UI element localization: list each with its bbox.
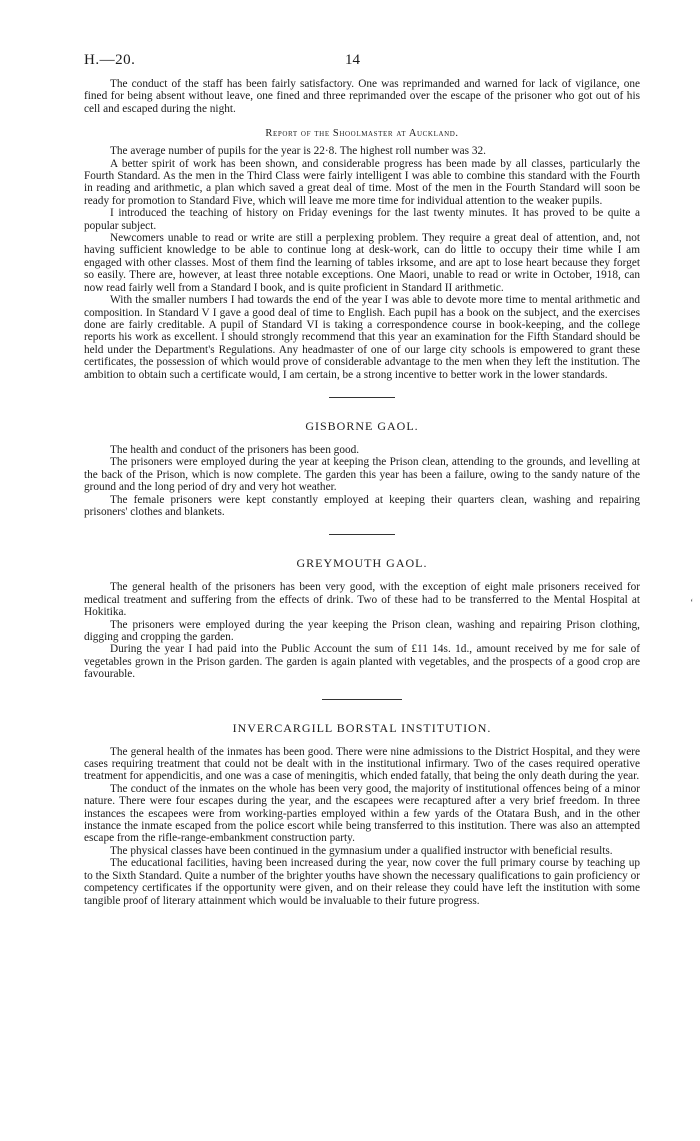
paragraph: The female prisoners were kept constantly employed at keeping their quarters clean, washing and repairing prisoners' clothes and blankets. — [84, 493, 640, 518]
paragraph: With the smaller numbers I had towards the end of the year I was able to devote more time to mental arithmetic and composition. In Standard V I gave a good deal of time to English. Each pupil has a book on the subject, and the exercises done are fairly creditable. A pupil of Standard VI is taking a correspondence course in book-keeping, and the college reports his work as excellent. I should strongly recommend that this year an examination for the Fifth Standard should be held under the Department's Regulations. Any headmaster of one of our large city schools is empowered to grant these certificates, the possession of which would prove of considerable advantage to the men when they left the institution. The ambition to obtain such a certificate would, I am certain, be a strong incentive to better work in the lower standards. — [84, 294, 640, 381]
section-heading: INVERCARGILL BORSTAL INSTITUTION. — [232, 720, 492, 735]
staff-conduct-section — [84, 78, 640, 115]
paragraph: During the year I had paid into the Public Account the sum of £11 14s. 1d., amount received by me for sale of vegetables grown in the Prison garden. The garden is again planted with vegetables, and the prospects of a good crop are favourable. — [84, 643, 640, 681]
paragraph: The conduct of the staff has been fairly satisfactory. One was reprimanded and warned for lack of vigilance, one fined for being absent without leave, one fined and three reprimanded over the escape of the prisoner who got out of his cell and escaped during the night. — [84, 78, 640, 115]
paragraph: The physical classes have been continued in the gymnasium under a qualified instructor with beneficial results. — [110, 844, 613, 857]
paragraph: The general health of the inmates has been good. There were nine admissions to the District Hospital, and they were cases requiring treatment that could not be dealt with in the institutional infirmary. Two of the cases required operative treatment for appendicitis, and one was a case of meningitis, which ended fatally, that being the only death during the year. — [84, 745, 640, 783]
page-number: 14 — [345, 52, 360, 68]
page-header — [84, 52, 640, 68]
section-heading: GISBORNE GAOL. — [305, 418, 419, 433]
section-heading: GREYMOUTH GAOL. — [296, 556, 428, 571]
margin-mark: ‘ — [690, 598, 694, 609]
section-subheading: Report of the Shoolmaster at Auckland. — [265, 128, 459, 140]
section-divider — [329, 534, 395, 535]
paragraph: Newcomers unable to read or write are still a perplexing problem. They require a great deal of attention, and, not having sufficient knowledge to be able to continue long at desk-work, can do little to occupy their time while I am engaged with other classes. Most of them find the learning of tables irksome, and are apt to lose heart because they forget so easily. There are, however, at least three notable exceptions. One Maori, unable to read or write in October, 1918, can now read fairly well from a Standard I book, and is quite proficient in Standard II arithmetic. — [84, 232, 640, 294]
paragraph: The prisoners were employed during the year keeping the Prison clean, washing and repairing Prison clothing, digging and cropping the garden. — [84, 618, 640, 643]
paragraph: The conduct of the inmates on the whole has been very good, the majority of institutional offences being of a minor nature. There were four escapes during the year, and the escapees were recaptured after a very brief freedom. In three instances the escapees were from working-parties employed within a few yards of the Otatara Bush, and in the other instance the inmate escaped from the police escort while being transferred to this institution. There was also an attempted escape from the rifle-range-embankment construction party. — [84, 782, 640, 845]
paragraph: The health and conduct of the prisoners has been good. — [110, 443, 360, 456]
document-reference: H.—20. — [84, 52, 136, 68]
paragraph: The average number of pupils for the year is 22·8. The highest roll number was 32. — [110, 145, 486, 158]
paragraph: The general health of the prisoners has been very good, with the exception of eight male prisoners received for medical treatment and suffering from the effects of drink. Two of these had to be transferred to the Mental Hospital at Hokitika. — [84, 581, 640, 619]
paragraph: I introduced the teaching of history on Friday evenings for the last twenty minutes. It has proved to be quite a popular subject. — [84, 207, 640, 232]
section-divider — [329, 397, 395, 398]
paragraph: A better spirit of work has been shown, and considerable progress has been made by all classes, particularly the Fourth Standard. As the men in the Third Class were fairly intelligent I was able to combine this standard with the Fourth in reading and arithmetic, a plan which saved a great deal of time. Most of the men in the Fourth Standard will soon be ready for promotion to Standard Five, which will leave me more time for individual attention to the weaker pupils. — [84, 157, 640, 207]
auckland-schoolmaster-report — [84, 128, 640, 381]
section-divider — [322, 699, 402, 700]
gisborne-gaol-section — [84, 419, 640, 518]
paragraph: The educational facilities, having been increased during the year, now cover the full primary course by teaching up to the Sixth Standard. Quite a number of the brighter youths have shown the necessary qualifications to gain proficiency or competency certificates if the opportunity were given, and on their release they could have left the institution with some tangible proof of literary attainment which would be invaluable to their future progress. — [84, 857, 640, 907]
greymouth-gaol-section — [84, 556, 640, 680]
invercargill-borstal-section — [84, 721, 640, 907]
page-body — [84, 78, 640, 907]
paragraph: The prisoners were employed during the year at keeping the Prison clean, attending to the grounds, and levelling at the back of the Prison, which is now complete. The garden this year has been a failure, owing to the sandy nature of the ground and the long period of dry and very hot weather. — [84, 456, 640, 494]
